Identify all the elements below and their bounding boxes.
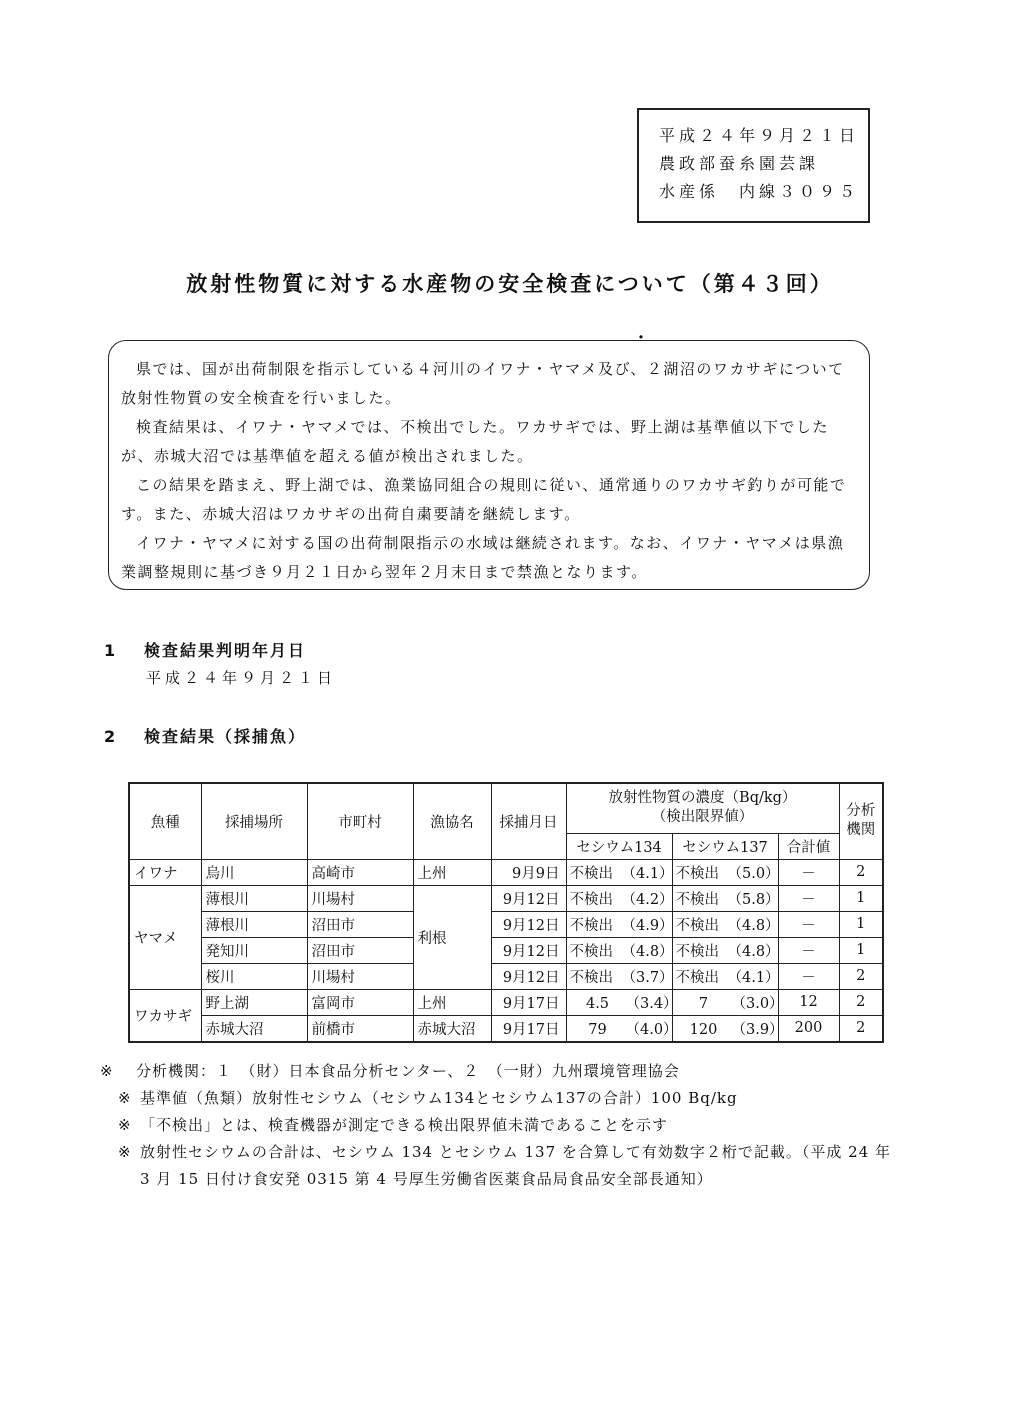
section1-date: 平成２４年９月２１日 [146, 669, 337, 687]
cs134-value: 4.5 [585, 995, 610, 1012]
section1-heading [104, 638, 306, 661]
header-coop: 漁協名 [413, 783, 491, 859]
note-lab-text: 分析機関：１ （財）日本食品分析センター、２ （一財）九州環境管理協会 [136, 1062, 680, 1080]
table-row [129, 989, 883, 1015]
cell-city: 沼田市 [307, 911, 413, 937]
cell-total: － [778, 911, 839, 937]
header-location: 採捕場所 [201, 783, 307, 859]
cs134-limit: （4.1） [621, 865, 674, 882]
header-total: 合計値 [778, 833, 839, 859]
cell-city: 前橋市 [307, 1015, 413, 1042]
note-not-detected-text: 「不検出」とは、検査機器が測定できる検出限界値未満であることを示す [140, 1116, 669, 1134]
notes-section [100, 1058, 900, 1193]
cs137-limit: （5.0） [727, 865, 780, 882]
cs137-value: 不検出 [675, 969, 719, 986]
cell-lab: 2 [839, 963, 883, 989]
note-mark: ※ [118, 1116, 132, 1134]
header-cs137: セシウム137 [672, 833, 778, 859]
note-total-calc-text: 放射性セシウムの合計は、セシウム 134 とセシウム 137 を合算して有効数字２桁で記載。（平成 24 年 3 月 15 日付け食安発 0315 第 4 号厚生労働省医薬食品局食品安全部長通知） [140, 1143, 892, 1188]
cs137-value: 120 [689, 1021, 718, 1038]
cell-total: － [778, 859, 839, 885]
section1-title: 検査結果判明年月日 [144, 641, 307, 660]
note-standard-text: 基準値（魚類）放射性セシウム（セシウム134とセシウム137の合計）100 Bq/kg [140, 1089, 738, 1107]
header-cs134: セシウム134 [566, 833, 672, 859]
cs134-value: 不検出 [569, 917, 613, 934]
cell-lab: 2 [839, 859, 883, 885]
cs134-value: 不検出 [569, 865, 613, 882]
cell-cs137 [672, 1015, 784, 1042]
section2-title: 検査結果（採捕魚） [144, 727, 307, 746]
cs134-limit: （4.0） [625, 1021, 678, 1038]
note-mark: ※ [118, 1089, 132, 1107]
cell-species: ワカサギ [129, 989, 201, 1042]
cs137-limit: （4.8） [727, 917, 780, 934]
cell-total: － [778, 885, 839, 911]
cell-location: 野上湖 [201, 989, 307, 1015]
table-header-row [129, 783, 883, 833]
section2-heading [104, 724, 306, 747]
cs137-limit: （4.1） [727, 969, 780, 986]
cell-date: 9月17日 [491, 1015, 566, 1042]
cell-cs134 [566, 911, 672, 937]
results-table [128, 782, 884, 1043]
cell-date: 9月12日 [491, 911, 566, 937]
cell-total: － [778, 937, 839, 963]
cell-date: 9月9日 [491, 859, 566, 885]
issue-date: 平成２４年９月２１日 [659, 126, 860, 145]
cell-coop: 利根 [413, 885, 491, 989]
cell-city: 高崎市 [307, 859, 413, 885]
header-info-box [637, 108, 870, 223]
cs137-value: 不検出 [675, 865, 719, 882]
note-lab [100, 1058, 900, 1085]
cs137-value: 7 [698, 995, 709, 1012]
cs134-value: 不検出 [569, 891, 613, 908]
header-lab: 分析機関 [839, 783, 883, 859]
table-row [129, 859, 883, 885]
cell-cs137 [672, 859, 778, 885]
summary-paragraph-1: 県では、国が出荷制限を指示している４河川のイワナ・ヤマメ及び、２湖沼のワカサギについて放射性物質の安全検査を行いました。 [121, 360, 845, 407]
cell-cs134 [566, 989, 678, 1015]
summary-paragraph-4: イワナ・ヤマメに対する国の出荷制限指示の水域は継続されます。なお、イワナ・ヤマメは県漁業調整規則に基づき９月２１日から翌年２月末日まで禁漁となります。 [121, 534, 845, 581]
cell-cs134 [566, 1015, 678, 1042]
cell-lab: 2 [839, 1015, 883, 1042]
cell-coop: 上州 [413, 859, 491, 885]
header-date: 採捕月日 [491, 783, 566, 859]
cs134-limit: （4.2） [621, 891, 674, 908]
cell-total: 12 [778, 989, 839, 1015]
note-not-detected [100, 1112, 900, 1139]
cell-lab: 2 [839, 989, 883, 1015]
summary-paragraph-2: 検査結果は、イワナ・ヤマメでは、不検出でした。ワカサギでは、野上湖は基準値以下でしたが、赤城大沼では基準値を超える値が検出されました。 [121, 418, 830, 465]
header-species: 魚種 [129, 783, 201, 859]
header-concentration [566, 783, 839, 833]
cell-location: 発知川 [201, 937, 307, 963]
cell-species: イワナ [129, 859, 201, 885]
cell-cs134 [566, 859, 672, 885]
note-mark: ※ [100, 1062, 114, 1080]
document-title: 放射性物質に対する水産物の安全検査について（第４３回） [186, 272, 834, 296]
cs137-limit: （3.0） [731, 995, 784, 1012]
cs134-value: 不検出 [569, 943, 613, 960]
table-row [129, 937, 883, 963]
summary-box [108, 340, 870, 590]
cell-city: 富岡市 [307, 989, 413, 1015]
table-row [129, 1015, 883, 1042]
cell-date: 9月12日 [491, 885, 566, 911]
cs137-limit: （3.9） [731, 1021, 784, 1038]
cell-lab: 1 [839, 885, 883, 911]
cell-location: 烏川 [201, 859, 307, 885]
cs137-value: 不検出 [675, 943, 719, 960]
cell-location: 赤城大沼 [201, 1015, 307, 1042]
cell-total: － [778, 963, 839, 989]
department-name: 農政部蚕糸園芸課 [659, 154, 820, 173]
cell-cs137 [672, 963, 778, 989]
summary-paragraph-3: この結果を踏まえ、野上湖では、漁業協同組合の規則に従い、通常通りのワカサギ釣りが可能です。また、赤城大沼はワカサギの出荷自粛要請を継続します。 [121, 476, 847, 523]
cs134-limit: （4.8） [621, 943, 674, 960]
cell-location: 薄根川 [201, 911, 307, 937]
contact-info: 水産係 内線３０９５ [659, 182, 860, 201]
header-city: 市町村 [307, 783, 413, 859]
cell-coop: 赤城大沼 [413, 1015, 491, 1042]
summary-dot: ・ [632, 328, 650, 349]
cs134-value: 不検出 [569, 969, 613, 986]
cell-total: 200 [778, 1015, 839, 1042]
limit-label: （検出限界値） [651, 809, 754, 826]
cell-date: 9月17日 [491, 989, 566, 1015]
cell-cs137 [672, 911, 778, 937]
cs137-value: 不検出 [675, 917, 719, 934]
cell-lab: 1 [839, 911, 883, 937]
section1-number: 1 [104, 641, 118, 660]
cell-cs137 [672, 937, 778, 963]
cell-cs134 [566, 963, 672, 989]
cs137-limit: （4.8） [727, 943, 780, 960]
note-total-calc [100, 1139, 900, 1193]
table-row [129, 963, 883, 989]
note-mark: ※ [118, 1143, 132, 1161]
cs134-limit: （3.7） [621, 969, 674, 986]
cell-cs134 [566, 885, 672, 911]
cs137-value: 不検出 [675, 891, 719, 908]
cell-coop: 上州 [413, 989, 491, 1015]
table-row [129, 885, 883, 911]
concentration-label: 放射性物質の濃度（Bq/kg） [608, 790, 797, 807]
cell-city: 沼田市 [307, 937, 413, 963]
cs137-limit: （5.8） [727, 891, 780, 908]
cell-cs137 [672, 885, 778, 911]
cell-date: 9月12日 [491, 963, 566, 989]
cs134-limit: （4.9） [621, 917, 674, 934]
cell-date: 9月12日 [491, 937, 566, 963]
cell-city: 川場村 [307, 885, 413, 911]
table-row [129, 911, 883, 937]
cell-cs137 [672, 989, 784, 1015]
cs134-value: 79 [588, 1021, 607, 1038]
section2-number: 2 [104, 727, 118, 746]
cell-location: 桜川 [201, 963, 307, 989]
cell-species: ヤマメ [129, 885, 201, 989]
cs134-limit: （3.4） [625, 995, 678, 1012]
cell-location: 薄根川 [201, 885, 307, 911]
cell-lab: 1 [839, 937, 883, 963]
cell-cs134 [566, 937, 672, 963]
note-standard [100, 1085, 900, 1112]
cell-city: 川場村 [307, 963, 413, 989]
